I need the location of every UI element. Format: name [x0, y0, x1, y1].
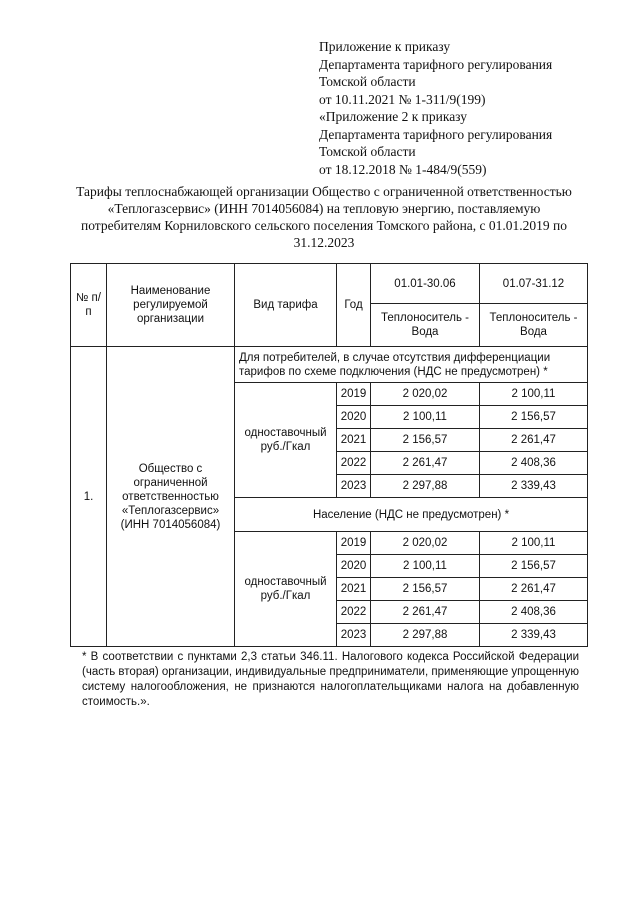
year-cell: 2020	[337, 555, 371, 578]
tariff-value-period-1: 2 100,11	[371, 406, 480, 429]
header-line: от 18.12.2018 № 1-484/9(559)	[319, 161, 487, 177]
col-header-period-2: 01.07-31.12	[480, 264, 588, 304]
col-header-carrier-2: Теплоноситель - Вода	[480, 304, 588, 347]
year-cell: 2023	[337, 475, 371, 498]
tariff-value-period-1: 2 156,57	[371, 429, 480, 452]
tariff-value-period-1: 2 156,57	[371, 578, 480, 601]
tariff-value-period-2: 2 100,11	[480, 532, 588, 555]
year-cell: 2023	[337, 624, 371, 647]
col-header-number: № п/п	[71, 264, 107, 347]
header-line: от 10.11.2021 № 1-311/9(199)	[319, 91, 486, 107]
tariff-value-period-1: 2 261,47	[371, 452, 480, 475]
tariff-value-period-2: 2 261,47	[480, 578, 588, 601]
col-header-carrier-1: Теплоноситель - Вода	[371, 304, 480, 347]
header-line: Департамента тарифного регулирования	[319, 56, 553, 72]
tariff-value-period-1: 2 261,47	[371, 601, 480, 624]
tariff-value-period-2: 2 339,43	[480, 624, 588, 647]
header-line: «Приложение 2 к приказу	[319, 109, 467, 124]
title-line: Тарифы теплоснабжающей организации Общество с ограниченной ответственностью	[76, 184, 572, 199]
tariff-type: одноставочный руб./Гкал	[235, 532, 337, 647]
year-cell: 2022	[337, 452, 371, 475]
section-note: Население (НДС не предусмотрен) *	[235, 498, 588, 532]
footnote: * В соответствии с пунктами 2,3 статьи 346.11. Налогового кодекса Российской Федерации (часть вторая) организации, индивидуальные предприниматели, применяющие упрощенную систему налогообложения, не признаются налогоплательщиками налога на добавленную стоимость.».	[82, 651, 579, 708]
tariff-type: одноставочный руб./Гкал	[235, 383, 337, 498]
tariff-value-period-2: 2 261,47	[480, 429, 588, 452]
document-title	[64, 183, 584, 251]
section-note: Для потребителей, в случае отсутствия дифференциации тарифов по схеме подключения (НДС не предусмотрен) *	[235, 347, 588, 383]
year-cell: 2020	[337, 406, 371, 429]
year-cell: 2021	[337, 578, 371, 601]
header-line: Томской области	[319, 144, 416, 159]
tariff-value-period-1: 2 020,02	[371, 383, 480, 406]
tariff-value-period-2: 2 100,11	[480, 383, 588, 406]
year-cell: 2021	[337, 429, 371, 452]
year-cell: 2019	[337, 383, 371, 406]
organization-name: Общество с ограниченной ответственностью «Теплогазсервис» (ИНН 7014056084)	[107, 347, 235, 647]
tariff-value-period-2: 2 156,57	[480, 555, 588, 578]
tariff-value-period-2: 2 408,36	[480, 601, 588, 624]
col-header-year: Год	[337, 264, 371, 347]
tariff-value-period-1: 2 020,02	[371, 532, 480, 555]
header-line: Томской области	[319, 74, 416, 89]
tariff-table	[70, 263, 588, 647]
title-line: потребителям Корниловского сельского поселения Томского района, с 01.01.2019 по	[80, 218, 568, 233]
year-cell: 2022	[337, 601, 371, 624]
tariff-value-period-2: 2 156,57	[480, 406, 588, 429]
tariff-value-period-1: 2 297,88	[371, 624, 480, 647]
tariff-value-period-1: 2 100,11	[371, 555, 480, 578]
tariff-value-period-2: 2 339,43	[480, 475, 588, 498]
year-cell: 2019	[337, 532, 371, 555]
tariff-value-period-2: 2 408,36	[480, 452, 588, 475]
title-line: «Теплогазсервис» (ИНН 7014056084) на тепловую энергию, поставляемую	[107, 201, 541, 216]
header-line: Приложение к приказу	[319, 39, 451, 54]
col-header-period-1: 01.01-30.06	[371, 264, 480, 304]
order-header	[319, 38, 552, 178]
tariff-value-period-1: 2 297,88	[371, 475, 480, 498]
row-number: 1.	[71, 347, 107, 647]
col-header-organization: Наименование регулируемой организации	[107, 264, 235, 347]
title-line: 31.12.2023	[293, 235, 355, 250]
col-header-tariff-type: Вид тарифа	[235, 264, 337, 347]
header-line: Департамента тарифного регулирования	[319, 126, 553, 142]
